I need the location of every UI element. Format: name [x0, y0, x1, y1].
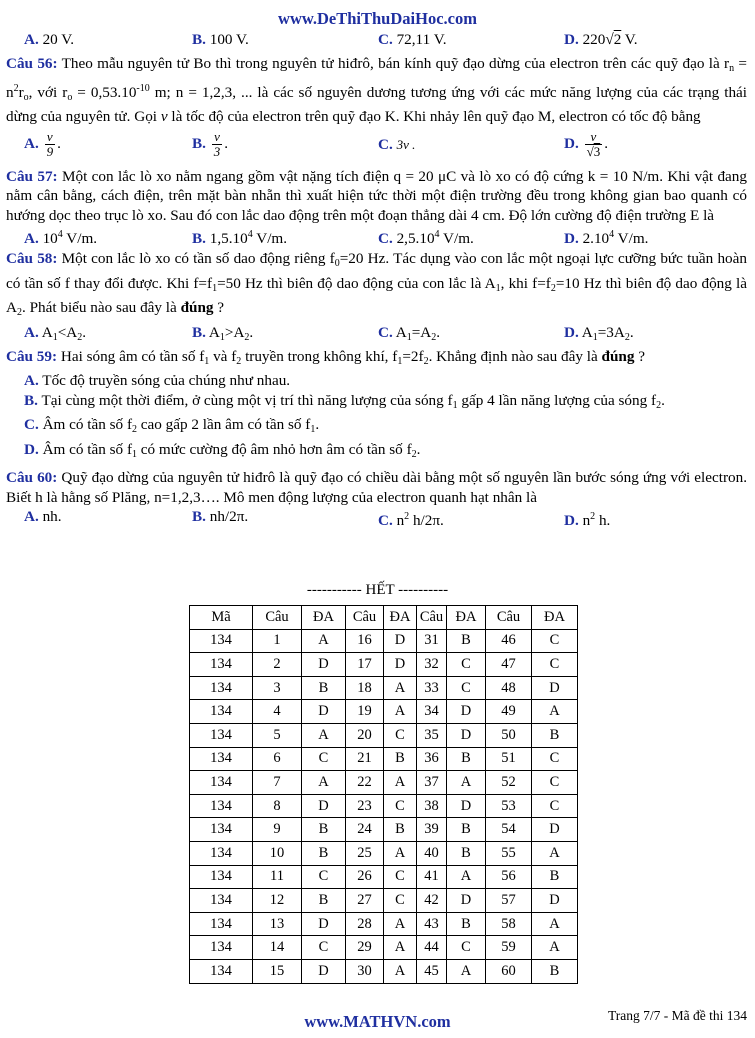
answer-table-header [190, 606, 578, 630]
answer-table-cell: C [447, 936, 486, 960]
answer-table-cell: 51 [486, 747, 532, 771]
answer-table-cell: B [384, 818, 417, 842]
end-marker: ----------- HẾT ---------- [306, 582, 449, 598]
answer-table-cell: A [532, 841, 578, 865]
answer-table-cell: 17 [346, 653, 384, 677]
answer-table-cell: B [302, 889, 346, 913]
answer-table-cell: 47 [486, 653, 532, 677]
answer-table-cell: D [384, 653, 417, 677]
answer-table-cell: D [532, 676, 578, 700]
answer-table-cell: 19 [346, 700, 384, 724]
answer-table-cell: A [384, 771, 417, 795]
answer-table-cell: 134 [190, 794, 253, 818]
answer-table-cell: A [384, 676, 417, 700]
footer-site-url[interactable]: www.MATHVN.com [304, 1012, 451, 1031]
page-number: Trang 7/7 - Mã đề thi 134 [608, 1008, 747, 1023]
answer-table-cell: 32 [417, 653, 447, 677]
q59-option-b: B. Tại cùng một thời điểm, ở cùng một vị trí thì năng lượng của sóng $f_1$ gấp 4 lần năng lượng của sóng $f_2$. [24, 391, 665, 411]
q60-option-b: B. nh/2π. [192, 508, 249, 525]
answer-table-cell: D [302, 700, 346, 724]
answer-table-cell: C [384, 794, 417, 818]
answer-table-row [190, 936, 578, 960]
answer-table-cell: 37 [417, 771, 447, 795]
answer-table-cell: B [532, 723, 578, 747]
q56-option-c: C. 3v . [378, 135, 416, 153]
answer-table-cell: 29 [346, 936, 384, 960]
answer-table-cell: 134 [190, 771, 253, 795]
answer-table-cell: 134 [190, 936, 253, 960]
answer-table-cell: 5 [253, 723, 302, 747]
q58-option-c: C. $A_1=A_2$. [378, 323, 441, 343]
question-56: Câu 56: Theo mẫu nguyên tử Bo thì trong nguyên tử hiđrô, bán kính quỹ đạo dừng của electron trên các quỹ đạo là $r_n = n^2r_o$, với $r_o = 0,53.10^{-10}$ m; n = 1,2,3, ... là các số nguyên dương tương ứng với các mức năng lượng của các trạng thái dừng của nguyên tử. Gọi v là tốc độ của electron trên quỹ đạo K. Khi nhảy lên quỹ đạo M, electron có tốc độ bằng [6, 55, 747, 125]
answer-key-table [189, 605, 578, 984]
answer-table-cell: C [384, 723, 417, 747]
answer-table-cell: C [302, 865, 346, 889]
question-60: Câu 60: Quỹ đạo dừng của nguyên tử hiđrô là quỹ đạo có chiều dài bằng một số nguyên lần bước sóng ứng với electron. Biết h là hằng số Plăng, n=1,2,3…. Mô men động lượng của electron quanh hạt nhân là [6, 469, 747, 506]
prev-option-b: B. 100 V. [192, 31, 249, 48]
answer-table-cell: 8 [253, 794, 302, 818]
question-59: Câu 59: Hai sóng âm có tần số $f_1$ và $f_2$ truyền trong không khí, $f_1=2f_2$. Khẳng định nào sau đây là đúng ? [6, 347, 645, 367]
answer-table-header-cell: ĐA [302, 606, 346, 630]
answer-table-cell: B [302, 818, 346, 842]
answer-table-cell: A [447, 959, 486, 983]
answer-table-row [190, 676, 578, 700]
answer-table-cell: 7 [253, 771, 302, 795]
q58-option-d: D. $A_1=3A_2$. [564, 323, 634, 343]
answer-table-cell: B [384, 747, 417, 771]
answer-table-cell: A [384, 841, 417, 865]
answer-table-row [190, 889, 578, 913]
answer-table-cell: B [302, 676, 346, 700]
question-57-options [6, 225, 747, 245]
answer-table-cell: A [532, 912, 578, 936]
answer-table-cell: 31 [417, 629, 447, 653]
question-58-options [6, 323, 747, 343]
answer-table-cell: 14 [253, 936, 302, 960]
answer-table-cell: 1 [253, 629, 302, 653]
answer-table-cell: 134 [190, 865, 253, 889]
q59-option-d: D. Âm có tần số $f_1$ có mức cường độ âm nhỏ hơn âm có tần số $f_2$. [24, 440, 421, 460]
answer-table-cell: 30 [346, 959, 384, 983]
answer-table-cell: 134 [190, 653, 253, 677]
answer-table-cell: 23 [346, 794, 384, 818]
q56-option-a: A. $\frac{v}{9}$ . [24, 129, 61, 159]
answer-table-cell: C [447, 653, 486, 677]
question-56-options [6, 127, 747, 163]
answer-table-row [190, 700, 578, 724]
answer-table-cell: 15 [253, 959, 302, 983]
answer-table-cell: D [447, 700, 486, 724]
q60-option-a: A. nh. [24, 508, 62, 525]
answer-table-cell: D [384, 629, 417, 653]
q58-option-b: B. $A_1>A_2$. [192, 323, 254, 343]
answer-table-header-cell: Mã [190, 606, 253, 630]
answer-table-row [190, 747, 578, 771]
prev-option-d: D. 220√2 V. [564, 31, 638, 48]
question-60-options [6, 507, 747, 527]
question-57: Câu 57: Một con lắc lò xo nằm ngang gồm vật nặng tích điện q = 20 μC và lò xo có độ cứng k = 10 N/m. Khi vật đang nằm cân bằng, cách điện, trên mặt bàn nhẵn thì xuất hiện tức thời một điện trường đều trong không gian bao quanh có hướng dọc theo trục lò xo. Sau đó con lắc dao động trên một đoạn thẳng dài 4 cm. Độ lớn cường độ điện trường E là [6, 167, 747, 224]
answer-table-cell: 43 [417, 912, 447, 936]
prev-question-options [6, 30, 747, 50]
answer-table-cell: 4 [253, 700, 302, 724]
prev-option-a: A. 20 V. [24, 31, 75, 48]
answer-table-cell: 42 [417, 889, 447, 913]
answer-table-cell: A [384, 936, 417, 960]
exam-content [6, 30, 747, 527]
answer-table-cell: D [302, 653, 346, 677]
answer-table-cell: 45 [417, 959, 447, 983]
answer-table-cell: B [447, 912, 486, 936]
answer-table-cell: 21 [346, 747, 384, 771]
answer-table-cell: 41 [417, 865, 447, 889]
answer-table-row [190, 771, 578, 795]
answer-table-cell: 134 [190, 959, 253, 983]
answer-table-cell: B [532, 865, 578, 889]
question-58: Câu 58: Một con lắc lò xo có tần số dao động riêng $f_0=20$ Hz. Tác dụng vào con lắc một ngoại lực cưỡng bức tuần hoàn có tần số f thay đổi được. Khi $f=f_1=50$ Hz thì biên độ dao động của con lắc là $A_1$, khi $f=f_2=10$ Hz thì biên độ dao động là $A_2$. Phát biểu nào sau đây là đúng ? [6, 250, 747, 318]
answer-table-cell: D [447, 889, 486, 913]
answer-table-cell: 59 [486, 936, 532, 960]
answer-table-cell: 27 [346, 889, 384, 913]
answer-table-cell: 60 [486, 959, 532, 983]
answer-table-header-cell: ĐA [532, 606, 578, 630]
answer-table-cell: A [302, 629, 346, 653]
q60-option-d: D. $n^2$ h. [564, 511, 611, 529]
answer-table-cell: 134 [190, 723, 253, 747]
answer-table-cell: A [532, 700, 578, 724]
answer-table-row [190, 959, 578, 983]
answer-table-cell: D [447, 723, 486, 747]
answer-table-cell: 50 [486, 723, 532, 747]
answer-table-cell: 134 [190, 889, 253, 913]
answer-table-cell: 57 [486, 889, 532, 913]
answer-table-cell: 26 [346, 865, 384, 889]
q57-option-b: B. 1,5.10$^4$ V/m. [192, 229, 288, 247]
answer-table-row [190, 912, 578, 936]
q57-option-a: A. $10^4$ V/m. [24, 229, 98, 247]
answer-table-cell: D [302, 912, 346, 936]
answer-table-cell: 56 [486, 865, 532, 889]
answer-table-cell: 2 [253, 653, 302, 677]
answer-table-cell: 134 [190, 747, 253, 771]
answer-table-cell: 33 [417, 676, 447, 700]
answer-table-header-cell: ĐA [384, 606, 417, 630]
q58-option-a: A. $A_1<A_2$. [24, 323, 87, 343]
answer-table-cell: 24 [346, 818, 384, 842]
answer-table-cell: A [302, 723, 346, 747]
answer-table-header-cell: Câu [346, 606, 384, 630]
answer-table-cell: D [302, 794, 346, 818]
answer-table-cell: C [302, 936, 346, 960]
answer-table-cell: B [447, 629, 486, 653]
answer-table-cell: 53 [486, 794, 532, 818]
answer-table-cell: B [447, 747, 486, 771]
answer-table-cell: 48 [486, 676, 532, 700]
answer-table-cell: 134 [190, 676, 253, 700]
answer-table-header-cell: Câu [253, 606, 302, 630]
answer-table-cell: 18 [346, 676, 384, 700]
answer-table-cell: 3 [253, 676, 302, 700]
answer-table-row [190, 794, 578, 818]
answer-table-cell: 52 [486, 771, 532, 795]
answer-table-cell: 49 [486, 700, 532, 724]
answer-table-row [190, 723, 578, 747]
answer-table-cell: 13 [253, 912, 302, 936]
answer-table-cell: A [384, 700, 417, 724]
answer-table-cell: C [384, 889, 417, 913]
answer-table-cell: A [447, 771, 486, 795]
answer-table-cell: B [447, 818, 486, 842]
answer-table-cell: 134 [190, 818, 253, 842]
answer-table-cell: C [532, 629, 578, 653]
answer-table-cell: 36 [417, 747, 447, 771]
header-site-url[interactable]: www.DeThiThuDaiHoc.com [278, 9, 477, 28]
answer-table-cell: 134 [190, 912, 253, 936]
answer-table-cell: 28 [346, 912, 384, 936]
answer-table-cell: C [532, 653, 578, 677]
q57-option-d: D. 2.10$^4$ V/m. [564, 229, 649, 247]
answer-table-cell: 54 [486, 818, 532, 842]
answer-table-cell: 9 [253, 818, 302, 842]
answer-table-cell: 22 [346, 771, 384, 795]
answer-table-cell: 11 [253, 865, 302, 889]
q59-option-a: A. Tốc độ truyền sóng của chúng như nhau. [24, 372, 291, 389]
q59-option-c: C. Âm có tần số $f_2$ cao gấp 2 lần âm có tần số $f_1$. [24, 416, 320, 435]
answer-table-cell: 134 [190, 700, 253, 724]
answer-table-cell: C [532, 794, 578, 818]
answer-table-cell: B [447, 841, 486, 865]
q56-option-d: D. $\frac{v}{√3}$ . [564, 129, 608, 159]
answer-table-cell: 134 [190, 629, 253, 653]
answer-table-header-cell: Câu [486, 606, 532, 630]
answer-table-cell: 40 [417, 841, 447, 865]
answer-table-cell: 39 [417, 818, 447, 842]
answer-table-cell: C [532, 747, 578, 771]
answer-table-cell: C [447, 676, 486, 700]
answer-table-cell: D [532, 889, 578, 913]
answer-table-cell: A [384, 959, 417, 983]
answer-table-header-cell: ĐA [447, 606, 486, 630]
answer-table-cell: A [447, 865, 486, 889]
q56-option-b: B. $\frac{v}{3}$ . [192, 129, 229, 159]
answer-table-row [190, 653, 578, 677]
prev-option-c: C. 72,11 V. [378, 31, 447, 48]
q60-option-c: C. $n^2$ h/2π. [378, 511, 444, 529]
answer-table-row [190, 818, 578, 842]
answer-table-cell: 6 [253, 747, 302, 771]
answer-table-cell: A [384, 912, 417, 936]
answer-table-cell: B [532, 959, 578, 983]
answer-table-cell: 38 [417, 794, 447, 818]
answer-table-cell: 55 [486, 841, 532, 865]
answer-table-header-cell: Câu [417, 606, 447, 630]
answer-table-cell: D [302, 959, 346, 983]
answer-table-cell: C [384, 865, 417, 889]
answer-table-row [190, 629, 578, 653]
answer-table-cell: A [302, 771, 346, 795]
answer-table-cell: 35 [417, 723, 447, 747]
answer-table-row [190, 841, 578, 865]
answer-table-row [190, 865, 578, 889]
answer-table-cell: 25 [346, 841, 384, 865]
answer-table-cell: D [532, 818, 578, 842]
answer-table-cell: 58 [486, 912, 532, 936]
answer-table-cell: C [532, 771, 578, 795]
answer-table-cell: C [302, 747, 346, 771]
answer-table-cell: 46 [486, 629, 532, 653]
answer-table-cell: A [532, 936, 578, 960]
answer-table-cell: B [302, 841, 346, 865]
answer-table-cell: 34 [417, 700, 447, 724]
answer-table-cell: 10 [253, 841, 302, 865]
answer-table-cell: 20 [346, 723, 384, 747]
answer-table-cell: 12 [253, 889, 302, 913]
q57-option-c: C. 2,5.10$^4$ V/m. [378, 229, 474, 247]
answer-table-cell: D [447, 794, 486, 818]
answer-table-cell: 134 [190, 841, 253, 865]
answer-table-cell: 44 [417, 936, 447, 960]
answer-table-cell: 16 [346, 629, 384, 653]
